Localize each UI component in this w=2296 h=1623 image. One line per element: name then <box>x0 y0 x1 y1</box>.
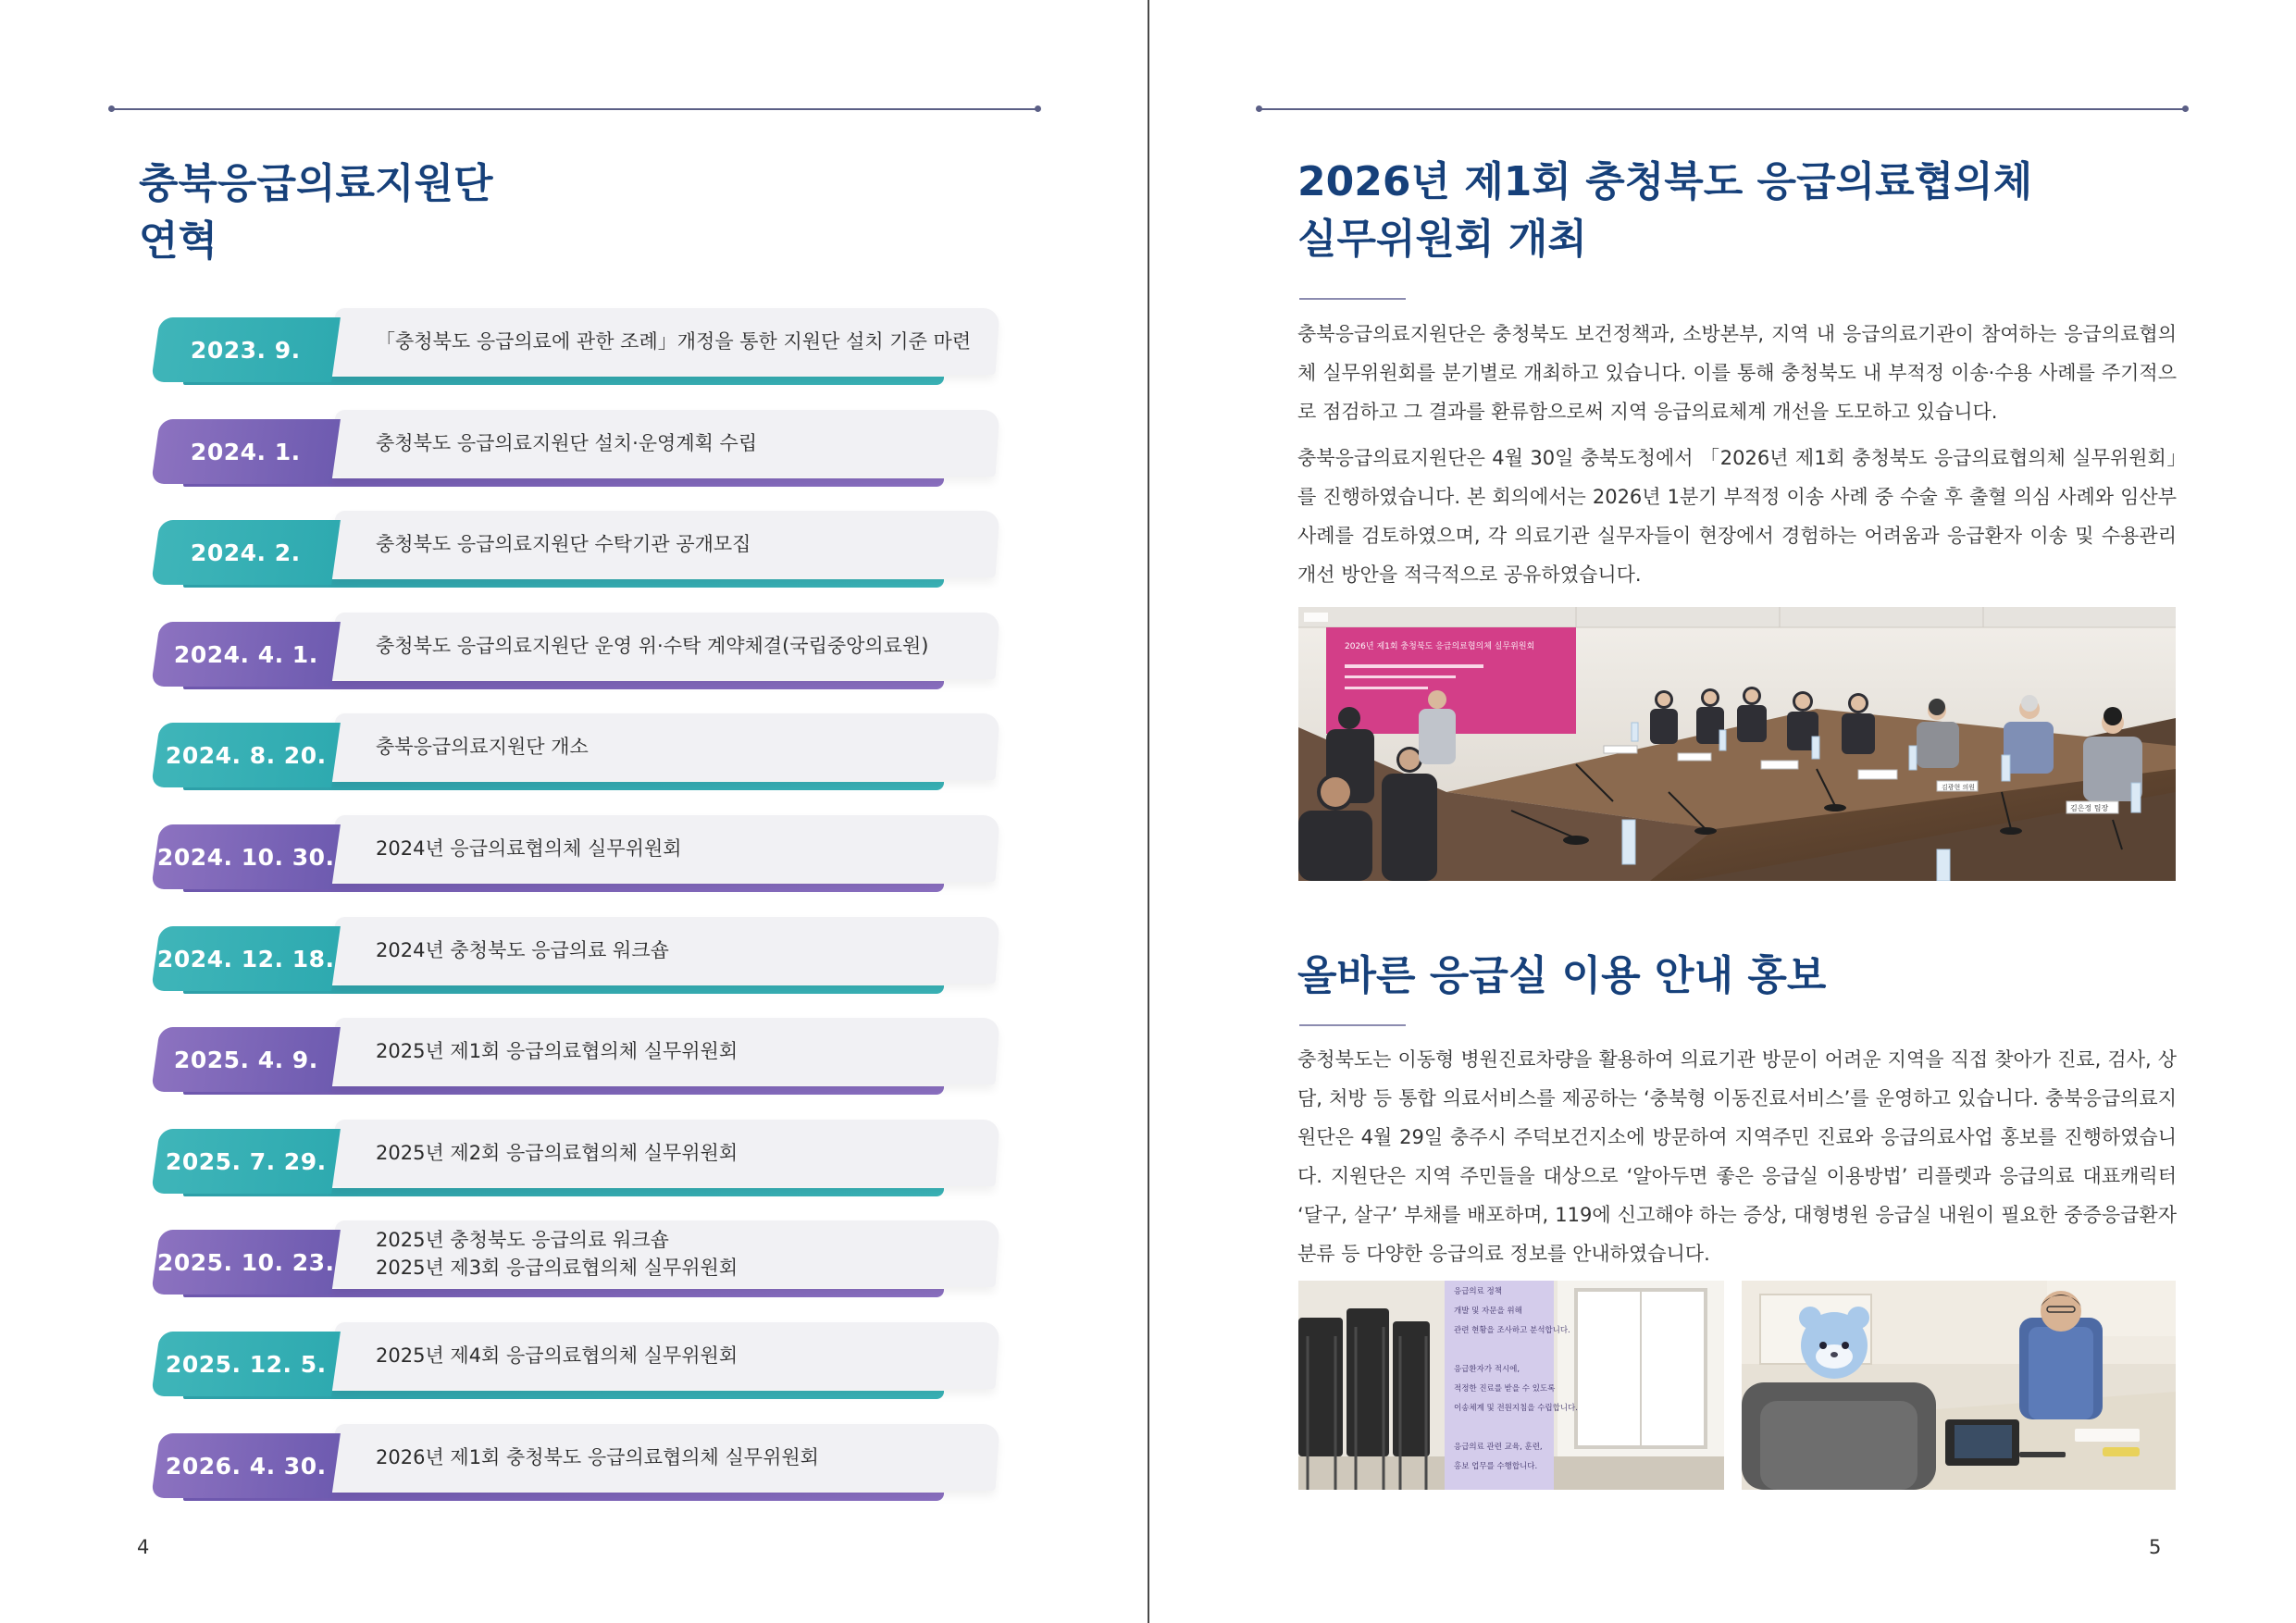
page-number-right: 5 <box>2149 1536 2162 1558</box>
timeline-text <box>376 917 987 984</box>
timeline-date-badge <box>151 1129 341 1194</box>
timeline-date: 2024. 1. <box>191 438 301 465</box>
page-number-left: 4 <box>137 1536 150 1558</box>
meeting-photo <box>1298 607 2176 881</box>
timeline-text <box>376 613 987 679</box>
meeting-section-title <box>1297 154 2032 268</box>
timeline-text-line1: 2025년 제4회 응급의료협의체 실무위원회 <box>376 1344 738 1367</box>
timeline-item <box>155 613 1007 698</box>
timeline-text <box>376 713 987 780</box>
timeline-text-line1: 2024년 응급의료협의체 실무위원회 <box>376 837 682 860</box>
timeline-text <box>376 511 987 577</box>
promotion-title-rule <box>1299 1024 1406 1026</box>
timeline-item <box>155 308 1007 393</box>
poster-photo-illustration <box>1298 1281 1724 1490</box>
timeline-date-badge <box>151 926 341 991</box>
timeline-date: 2025. 10. 23. <box>156 1248 335 1276</box>
timeline-item <box>155 410 1007 495</box>
top-rule-left <box>111 108 1038 110</box>
consultation-photo <box>1742 1281 2176 1490</box>
poster-text-line: 개발 및 자문을 위해 <box>1454 1307 1522 1316</box>
timeline-date-badge <box>151 1332 341 1396</box>
timeline-date: 2025. 4. 9. <box>173 1046 318 1073</box>
meeting-title-rule <box>1299 298 1406 300</box>
timeline-item <box>155 1120 1007 1205</box>
timeline-date-badge <box>151 1433 341 1498</box>
timeline-date: 2024. 4. 1. <box>173 640 318 668</box>
timeline-text-line1: 충북응급의료지원단 개소 <box>376 736 589 759</box>
consultation-photo-illustration <box>1742 1281 2176 1490</box>
timeline-item <box>155 1322 1007 1407</box>
promotion-paragraph: 충청북도는 이동형 병원진료차량을 활용하여 의료기관 방문이 어려운 지역을 직접 찾아가 진료, 검사, 상담, 처방 등 통합 의료서비스를 제공하는 ‘충북형 이동진료서비스’를 운영하고 있습니다. 충북응급의료지원단은 4월 29일 충주시 주덕보건지소에 방문하여 지역주민 진료와 응급의료사업 홍보를 진행하였습니다. 지원단은 지역 주민들을 대상으로 ‘알아두면 좋은 응급실 이용방법’ 리플렛과 응급의료 대표캐릭터 ‘달구, 살구’ 부채를 배포하며, 119에 신고해야 하는 증상, 대형병원 응급실 내원이 필요한 중증응급환자 분류 등 다양한 응급의료 정보를 안내하였습니다. <box>1297 1048 2177 1265</box>
timeline-text <box>376 1220 987 1287</box>
timeline-text <box>376 1018 987 1084</box>
timeline-item <box>155 1018 1007 1103</box>
timeline-text <box>376 1424 987 1491</box>
timeline-date-badge <box>151 317 341 382</box>
timeline-date: 2026. 4. 30. <box>165 1452 327 1480</box>
timeline-text-line1: 충청북도 응급의료지원단 운영 위·수탁 계약체결(국립중앙의료원) <box>376 634 929 657</box>
timeline-text <box>376 410 987 477</box>
timeline-item <box>155 1424 1007 1509</box>
meeting-title-line1: 2026년 제1회 충청북도 응급의료협의체 <box>1297 158 2033 205</box>
timeline-text-line1: 「충청북도 응급의료에 관한 조례」개정을 통한 지원단 설치 기준 마련 <box>376 330 972 353</box>
poster-photo <box>1298 1281 1724 1490</box>
poster-text-line: 응급의료 정책 <box>1454 1287 1502 1296</box>
timeline-text-line1: 충청북도 응급의료지원단 설치·운영계획 수립 <box>376 431 758 454</box>
top-rule-right <box>1259 108 2186 110</box>
poster-text-line: 응급의료 관련 교육, 훈련, <box>1454 1443 1543 1452</box>
timeline-text-line1: 2025년 충청북도 응급의료 워크숍 <box>376 1229 669 1252</box>
poster-text-line: 홍보 업무를 수행합니다. <box>1454 1462 1538 1471</box>
timeline-date: 2023. 9. <box>191 336 301 364</box>
meeting-paragraph-2: 충북응급의료지원단은 4월 30일 충북도청에서 「2026년 제1회 충청북도 응급의료협의체 실무위원회」를 진행하였습니다. 본 회의에서는 2026년 1분기 부적정 이송 사례 중 수술 후 출혈 의심 사례와 임산부 사례를 검토하였으며, 각 의료기관 실무자들이 현장에서 경험하는 어려움과 응급환자 이송 및 수용관리 개선 방안을 적극적으로 공유하였습니다. <box>1297 447 2177 586</box>
meeting-banner-text: 2026년 제1회 충청북도 응급의료협의체 실무위원회 <box>1345 642 1535 651</box>
timeline-item <box>155 815 1007 900</box>
timeline-text-line1: 2025년 제2회 응급의료협의체 실무위원회 <box>376 1141 738 1164</box>
history-title <box>139 155 493 270</box>
poster-text-line: 적정한 진료를 받을 수 있도록 <box>1454 1384 1556 1394</box>
timeline-item <box>155 1220 1007 1306</box>
meeting-title-line2: 실무위원회 개최 <box>1297 216 1587 263</box>
timeline-date: 2025. 12. 5. <box>165 1350 327 1378</box>
poster-text-line: 응급환자가 적시에, <box>1454 1365 1520 1374</box>
timeline-date-badge <box>151 520 341 585</box>
timeline-date: 2024. 2. <box>191 539 301 566</box>
poster-text-line: 이송체계 및 전원지침을 수립합니다. <box>1454 1404 1578 1413</box>
promotion-section-title: 올바른 응급실 이용 안내 홍보 <box>1297 952 1827 999</box>
timeline-date: 2024. 10. 30. <box>156 843 335 871</box>
meeting-paragraph-1: 충북응급의료지원단은 충청북도 보건정책과, 소방본부, 지역 내 응급의료기관이 참여하는 응급의료협의체 실무위원회를 분기별로 개최하고 있습니다. 이를 통해 충청북도 내 부적정 이송·수용 사례를 주기적으로 점검하고 그 결과를 환류함으로써 지역 응급의료체계 개선을 도모하고 있습니다. <box>1297 323 2177 423</box>
timeline-text-line2: 2025년 제3회 응급의료협의체 실무위원회 <box>376 1257 738 1280</box>
timeline-text <box>376 1120 987 1186</box>
history-title-line2: 연혁 <box>139 217 218 265</box>
meeting-photo-illustration <box>1298 607 2176 881</box>
nameplate-2: 김은정 팀장 <box>2070 804 2109 812</box>
timeline-date-badge <box>151 1230 341 1295</box>
poster-text-line: 관련 현황을 조사하고 분석합니다. <box>1454 1326 1570 1335</box>
timeline-date-badge <box>151 419 341 484</box>
history-title-line1: 충북응급의료지원단 <box>139 160 493 207</box>
timeline-text-line1: 충청북도 응급의료지원단 수탁기관 공개모집 <box>376 533 751 556</box>
timeline-date-badge <box>151 1027 341 1092</box>
timeline-text <box>376 308 987 375</box>
timeline-date: 2024. 12. 18. <box>156 945 335 973</box>
timeline-date-badge <box>151 622 341 687</box>
timeline-item <box>155 511 1007 596</box>
timeline-item <box>155 917 1007 1002</box>
timeline-date-badge <box>151 723 341 787</box>
nameplate-1: 김광현 의원 <box>1942 784 1976 791</box>
timeline-text-line1: 2024년 충청북도 응급의료 워크숍 <box>376 938 669 961</box>
timeline-text-line1: 2026년 제1회 충청북도 응급의료협의체 실무위원회 <box>376 1445 819 1468</box>
right-page <box>1148 0 2296 1623</box>
timeline-date: 2024. 8. 20. <box>165 741 327 769</box>
timeline-date: 2025. 7. 29. <box>165 1147 327 1175</box>
timeline-item <box>155 713 1007 799</box>
timeline-text <box>376 1322 987 1389</box>
timeline-text-line1: 2025년 제1회 응급의료협의체 실무위원회 <box>376 1040 738 1063</box>
timeline-date-badge <box>151 824 341 889</box>
timeline-text <box>376 815 987 882</box>
